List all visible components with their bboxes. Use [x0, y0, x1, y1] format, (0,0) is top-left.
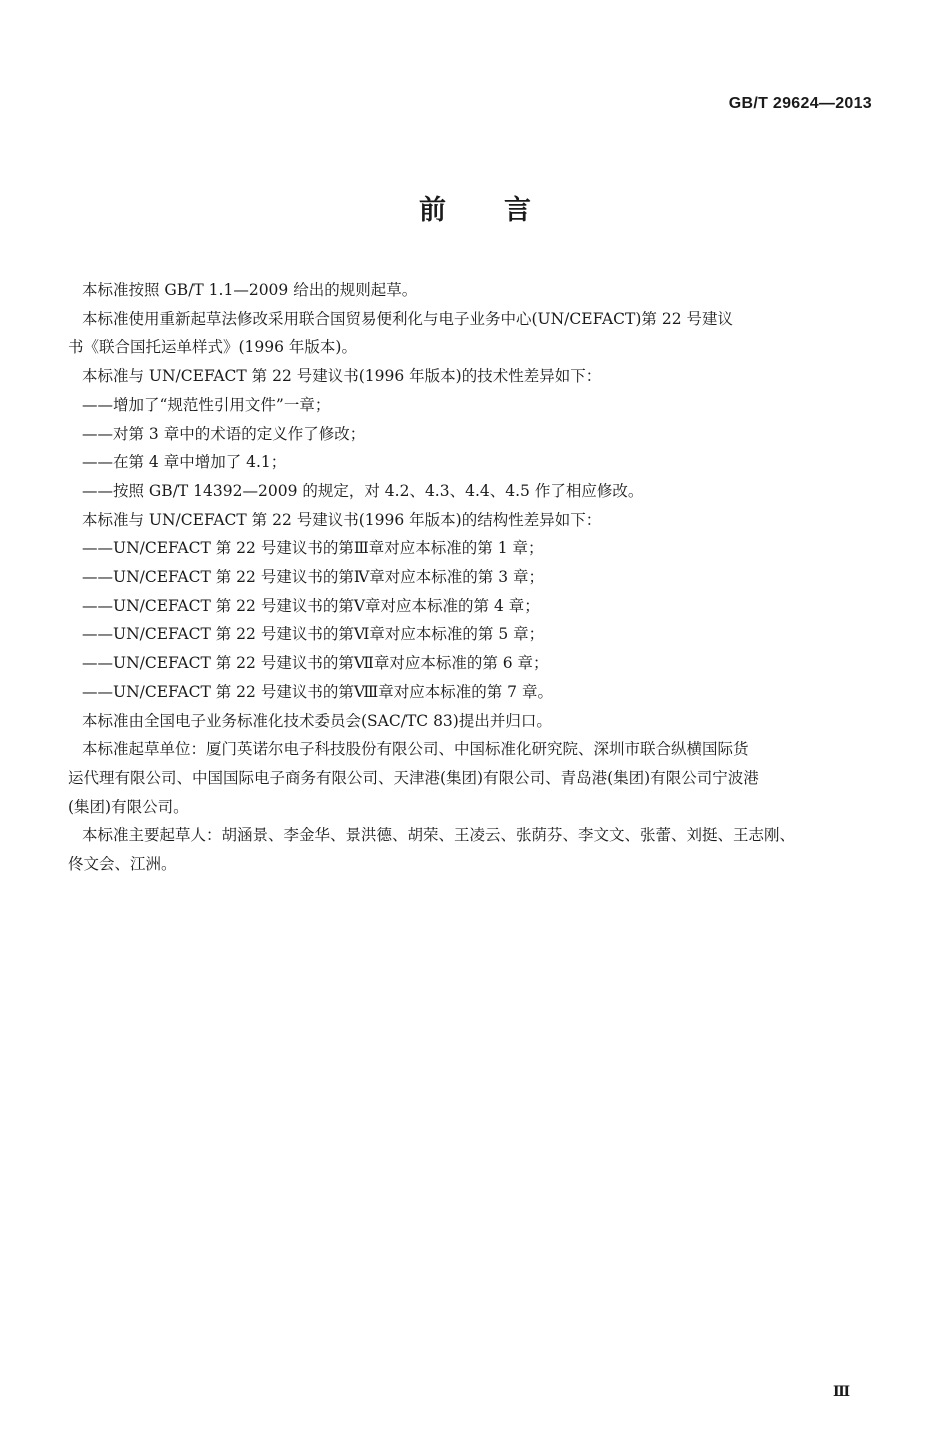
paragraph-drafters-line-1: 本标准主要起草人：胡涵景、李金华、景洪德、胡荣、王凌云、张荫芬、李文文、张蕾、刘挺、王志刚、 [82, 826, 796, 845]
list-item: ——UN/CEFACT 第 22 号建议书的第Ⅲ章对应本标准的第 1 章； [82, 539, 544, 558]
page-number: Ⅲ [832, 1384, 850, 1400]
list-item: ——UN/CEFACT 第 22 号建议书的第Ⅶ章对应本标准的第 6 章； [82, 654, 549, 673]
paragraph-drafting-rules: 本标准按照 GB/T 1.1—2009 给出的规则起草。 [82, 281, 418, 299]
paragraph-drafting-units-line-2: 运代理有限公司、中国国际电子商务有限公司、天津港(集团)有限公司、青岛港(集团)有限公司宁波港 [68, 768, 759, 787]
paragraph-drafting-units-line-1: 本标准起草单位：厦门英诺尔电子科技股份有限公司、中国标准化研究院、深圳市联合纵横国际货 [82, 740, 749, 759]
list-item: ——UN/CEFACT 第 22 号建议书的第Ⅳ章对应本标准的第 3 章； [82, 568, 545, 587]
paragraph-structural-differences-intro: 本标准与 UN/CEFACT 第 22 号建议书(1996 年版本)的结构性差异如下： [82, 510, 602, 529]
page-title: 前言 [419, 195, 589, 226]
list-item: ——按照 GB/T 14392—2009 的规定，对 4.2、4.3、4.4、4.5 作了相应修改。 [82, 481, 644, 500]
standard-code: GB/T 29624—2013 [728, 95, 872, 112]
paragraph-technical-differences-intro: 本标准与 UN/CEFACT 第 22 号建议书(1996 年版本)的技术性差异如下： [82, 367, 602, 386]
structural-differences-list [82, 534, 877, 706]
technical-differences-list [82, 391, 877, 506]
list-item: ——UN/CEFACT 第 22 号建议书的第Ⅵ章对应本标准的第 5 章； [82, 625, 545, 644]
paragraph-adoption-line-1: 本标准使用重新起草法修改采用联合国贸易便利化与电子业务中心(UN/CEFACT)第 22 号建议 [82, 309, 733, 328]
list-item: ——对第 3 章中的术语的定义作了修改； [82, 424, 366, 443]
list-item: ——UN/CEFACT 第 22 号建议书的第Ⅴ章对应本标准的第 4 章； [82, 596, 540, 615]
paragraph-proposer: 本标准由全国电子业务标准化技术委员会(SAC/TC 83)提出并归口。 [82, 711, 552, 730]
list-item: ——在第 4 章中增加了 4.1； [82, 453, 287, 472]
list-item: ——增加了“规范性引用文件”一章； [82, 395, 331, 414]
paragraph-adoption [68, 305, 877, 362]
paragraph-drafting-units [68, 735, 877, 821]
paragraph-drafters [68, 821, 877, 878]
paragraph-adoption-line-2: 书《联合国托运单样式》(1996 年版本)。 [68, 338, 357, 357]
list-item: ——UN/CEFACT 第 22 号建议书的第Ⅷ章对应本标准的第 7 章。 [82, 682, 553, 701]
document-body [68, 276, 877, 879]
paragraph-drafting-units-line-3: (集团)有限公司。 [68, 797, 189, 816]
paragraph-drafters-line-2: 佟文会、江洲。 [68, 855, 177, 874]
